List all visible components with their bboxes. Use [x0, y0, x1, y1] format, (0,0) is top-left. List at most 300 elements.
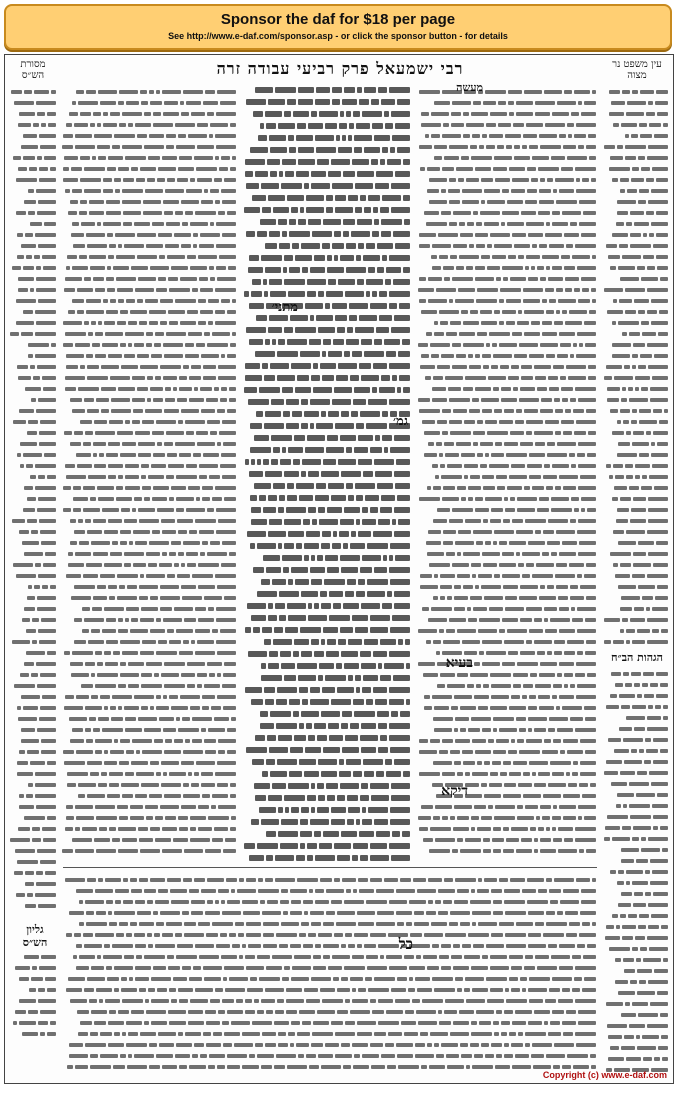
- text-word: [261, 579, 270, 585]
- text-word: [617, 508, 629, 512]
- text-word: [585, 343, 596, 347]
- text-word: [529, 145, 538, 149]
- text-word: [578, 816, 582, 820]
- text-word: [632, 167, 639, 171]
- text-word: [269, 519, 282, 525]
- text-word: [634, 727, 645, 731]
- text-word: [221, 156, 230, 160]
- text-word: [490, 673, 511, 677]
- text-word: [380, 207, 389, 213]
- text-word: [490, 112, 507, 116]
- text-word: [293, 459, 300, 465]
- text-word: [245, 459, 249, 465]
- text-word: [619, 694, 635, 698]
- text-word: [475, 750, 491, 754]
- text-word: [540, 343, 558, 347]
- text-word: [113, 266, 129, 270]
- text-word: [542, 552, 549, 556]
- text-word: [535, 684, 551, 688]
- text-word: [337, 855, 350, 861]
- text-word: [419, 409, 440, 413]
- text-word: [655, 705, 661, 709]
- text-word: [270, 771, 287, 777]
- text-word: [278, 507, 284, 513]
- text-word: [583, 211, 596, 215]
- text-word: [323, 219, 341, 225]
- text-word: [634, 299, 649, 303]
- text-word: [68, 211, 77, 215]
- text-word: [454, 761, 461, 765]
- text-word: [570, 354, 574, 358]
- text-word: [311, 639, 319, 645]
- text-word: [477, 288, 498, 292]
- text-word: [620, 629, 624, 633]
- text-word: [270, 363, 289, 369]
- text-word: [490, 706, 507, 710]
- text-word: [428, 618, 447, 622]
- text-word: [311, 375, 320, 381]
- text-word: [288, 783, 309, 789]
- text-word: [295, 579, 309, 585]
- text-word: [244, 207, 260, 213]
- text-word: [436, 651, 440, 655]
- text-word: [440, 585, 452, 589]
- text-word: [364, 87, 376, 93]
- text-word: [557, 101, 576, 105]
- text-word: [80, 178, 101, 182]
- text-word: [439, 750, 448, 754]
- text-word: [536, 563, 554, 567]
- text-word: [119, 90, 138, 94]
- text-word: [545, 629, 557, 633]
- text-word: [621, 1013, 636, 1017]
- text-word: [429, 200, 447, 204]
- text-word: [613, 299, 617, 303]
- text-word: [356, 123, 370, 129]
- text-word: [530, 673, 537, 677]
- text-word: [604, 771, 618, 775]
- text-word: [162, 156, 177, 160]
- text-word: [578, 486, 596, 490]
- text-word: [527, 189, 537, 193]
- text-word: [353, 699, 364, 705]
- text-word: [307, 843, 317, 849]
- text-word: [137, 134, 147, 138]
- text-word: [282, 447, 286, 453]
- text-word: [312, 519, 317, 525]
- text-word: [634, 892, 643, 896]
- text-word: [348, 195, 358, 201]
- text-word: [354, 135, 372, 141]
- text-word: [619, 244, 628, 248]
- text-word: [640, 90, 654, 94]
- text-word: [540, 178, 545, 182]
- text-word: [321, 711, 340, 717]
- text-word: [308, 735, 315, 741]
- text-word: [500, 365, 509, 369]
- text-word: [343, 231, 349, 237]
- text-word: [647, 640, 668, 644]
- text-word: [285, 171, 294, 177]
- text-word: [375, 183, 389, 189]
- text-word: [321, 543, 330, 549]
- text-word: [496, 475, 507, 479]
- text-word: [420, 585, 438, 589]
- text-word: [459, 222, 465, 226]
- text-word: [350, 723, 359, 729]
- text-word: [610, 1046, 619, 1050]
- text-word: [459, 255, 479, 259]
- text-word: [471, 816, 479, 820]
- text-word: [316, 423, 333, 429]
- text-word: [457, 486, 466, 490]
- text-word: [403, 267, 410, 273]
- text-word: [591, 178, 596, 182]
- text-word: [257, 459, 261, 465]
- text-word: [423, 673, 438, 677]
- text-word: [433, 640, 441, 644]
- text-word: [268, 603, 273, 609]
- text-word: [293, 111, 309, 117]
- text-word: [196, 167, 217, 171]
- text-word: [473, 101, 481, 105]
- text-word: [287, 195, 304, 201]
- text-word: [450, 431, 471, 435]
- text-word: [509, 167, 525, 171]
- text-word: [180, 101, 184, 105]
- text-word: [434, 101, 450, 105]
- text-word: [621, 1046, 635, 1050]
- text-word: [639, 453, 649, 457]
- text-word: [439, 453, 443, 457]
- text-word: [495, 178, 510, 182]
- text-word: [563, 794, 580, 798]
- text-word: [590, 783, 596, 787]
- text-word: [341, 723, 348, 729]
- text-word: [556, 288, 563, 292]
- talmud-page: [4, 54, 674, 1084]
- text-word: [440, 574, 455, 578]
- text-word: [293, 711, 299, 717]
- text-word: [176, 145, 195, 149]
- text-word: [588, 365, 596, 369]
- text-word: [639, 189, 649, 193]
- text-word: [447, 596, 452, 600]
- text-word: [70, 200, 78, 204]
- text-word: [534, 849, 538, 853]
- text-word: [424, 706, 432, 710]
- text-word: [549, 717, 568, 721]
- text-word: [367, 591, 385, 597]
- text-word: [493, 167, 507, 171]
- text-word: [567, 156, 587, 160]
- text-word: [246, 99, 266, 105]
- text-word: [215, 156, 219, 160]
- text-word: [250, 447, 271, 453]
- text-word: [191, 112, 205, 116]
- text-word: [526, 420, 543, 424]
- text-word: [560, 376, 566, 380]
- text-word: [356, 519, 360, 525]
- text-word: [150, 266, 169, 270]
- text-word: [649, 123, 661, 127]
- text-word: [620, 189, 625, 193]
- text-word: [252, 279, 261, 285]
- text-word: [476, 541, 483, 545]
- text-word: [617, 881, 624, 885]
- text-word: [462, 200, 479, 204]
- text-word: [482, 475, 494, 479]
- text-word: [622, 255, 641, 259]
- text-word: [649, 947, 668, 951]
- text-word: [652, 870, 668, 874]
- text-word: [648, 903, 668, 907]
- text-word: [341, 567, 358, 573]
- text-word: [193, 233, 198, 237]
- text-word: [487, 244, 492, 248]
- text-word: [181, 112, 189, 116]
- text-word: [215, 288, 236, 292]
- text-word: [390, 147, 395, 153]
- text-word: [114, 178, 121, 182]
- sponsor-banner[interactable]: [4, 4, 672, 50]
- text-word: [355, 207, 362, 213]
- text-word: [305, 447, 324, 453]
- text-word: [158, 233, 172, 237]
- text-word: [71, 167, 82, 171]
- text-word: [300, 207, 304, 213]
- text-word: [63, 178, 78, 182]
- text-word: [362, 111, 382, 117]
- text-word: [651, 299, 668, 303]
- text-word: [394, 759, 410, 765]
- text-word: [258, 135, 267, 141]
- text-word: [645, 892, 651, 896]
- text-word: [394, 531, 410, 537]
- text-word: [433, 376, 443, 380]
- text-word: [329, 735, 343, 741]
- text-word: [424, 695, 430, 699]
- text-word: [586, 640, 596, 644]
- text-word: [299, 495, 313, 501]
- text-word: [540, 145, 561, 149]
- text-word: [532, 156, 549, 160]
- text-word: [606, 925, 614, 929]
- text-word: [651, 453, 668, 457]
- text-word: [286, 399, 299, 405]
- text-word: [449, 519, 463, 523]
- text-word: [534, 783, 546, 787]
- text-word: [461, 156, 469, 160]
- text-word: [281, 819, 298, 825]
- text-word: [351, 231, 370, 237]
- text-word: [343, 219, 355, 225]
- text-word: [516, 552, 520, 556]
- text-word: [653, 244, 668, 248]
- text-word: [360, 195, 366, 201]
- text-word: [528, 277, 538, 281]
- text-word: [489, 607, 503, 611]
- text-word: [470, 596, 482, 600]
- text-word: [178, 134, 186, 138]
- text-word: [381, 375, 390, 381]
- text-word: [641, 837, 646, 841]
- text-word: [493, 717, 514, 721]
- text-word: [507, 200, 523, 204]
- text-word: [503, 519, 510, 523]
- text-word: [430, 739, 440, 743]
- text-word: [608, 1035, 622, 1039]
- text-word: [510, 277, 526, 281]
- text-word: [327, 267, 344, 273]
- text-word: [359, 99, 369, 105]
- text-word: [284, 519, 301, 525]
- text-word: [72, 189, 82, 193]
- text-word: [372, 231, 379, 237]
- text-word: [210, 222, 214, 226]
- text-word: [481, 398, 499, 402]
- text-word: [449, 618, 466, 622]
- text-word: [453, 211, 471, 215]
- text-word: [328, 411, 339, 417]
- text-word: [553, 189, 557, 193]
- text-word: [265, 471, 282, 477]
- text-word: [265, 267, 281, 273]
- text-word: [370, 627, 388, 633]
- text-word: [314, 255, 325, 261]
- text-word: [264, 291, 268, 297]
- text-word: [197, 123, 208, 127]
- text-word: [473, 211, 478, 215]
- text-word: [527, 464, 542, 468]
- text-word: [656, 178, 668, 182]
- text-word: [268, 615, 277, 621]
- text-word: [153, 123, 173, 127]
- text-word: [177, 178, 188, 182]
- text-word: [103, 178, 112, 182]
- text-word: [620, 409, 630, 413]
- text-word: [163, 112, 179, 116]
- text-word: [494, 530, 514, 534]
- text-word: [281, 183, 302, 189]
- text-word: [205, 90, 215, 94]
- text-word: [649, 233, 654, 237]
- text-word: [311, 783, 315, 789]
- text-word: [584, 816, 596, 820]
- text-word: [443, 123, 449, 127]
- text-word: [514, 145, 520, 149]
- text-word: [378, 519, 390, 525]
- text-word: [215, 200, 220, 204]
- text-word: [281, 663, 295, 669]
- text-word: [483, 519, 488, 523]
- text-word: [313, 363, 318, 369]
- text-word: [478, 629, 497, 633]
- text-word: [660, 277, 668, 281]
- text-word: [97, 222, 101, 226]
- text-word: [380, 735, 387, 741]
- text-word: [664, 409, 668, 413]
- text-word: [632, 947, 638, 951]
- text-word: [627, 101, 646, 105]
- text-word: [221, 189, 236, 193]
- text-word: [577, 530, 596, 534]
- text-word: [556, 563, 567, 567]
- text-word: [612, 354, 630, 358]
- text-word: [419, 244, 430, 248]
- text-word: [500, 772, 507, 776]
- text-word: [534, 728, 546, 732]
- text-word: [622, 387, 626, 391]
- text-word: [338, 363, 357, 369]
- text-word: [106, 277, 114, 281]
- text-word: [612, 837, 630, 841]
- text-word: [656, 541, 668, 545]
- text-word: [323, 339, 331, 345]
- text-word: [432, 244, 451, 248]
- text-word: [551, 497, 569, 501]
- text-word: [536, 816, 540, 820]
- text-word: [579, 849, 584, 853]
- text-word: [663, 123, 668, 127]
- text-word: [363, 471, 373, 477]
- text-word: [137, 233, 156, 237]
- text-word: [301, 423, 308, 429]
- text-word: [476, 684, 481, 688]
- text-word: [301, 243, 320, 249]
- text-word: [629, 332, 640, 336]
- text-word: [377, 483, 393, 489]
- text-word: [546, 222, 550, 226]
- text-word: [652, 167, 668, 171]
- text-word: [392, 375, 397, 381]
- text-word: [537, 387, 547, 391]
- text-word: [468, 486, 481, 490]
- text-word: [397, 147, 410, 153]
- text-word: [553, 838, 562, 842]
- text-word: [107, 233, 113, 237]
- text-word: [518, 563, 524, 567]
- text-word: [507, 222, 524, 226]
- text-word: [216, 222, 236, 226]
- text-word: [530, 827, 536, 831]
- text-word: [556, 706, 560, 710]
- text-word: [395, 243, 410, 249]
- text-word: [554, 321, 563, 325]
- text-word: [620, 914, 626, 918]
- text-word: [577, 629, 596, 633]
- text-word: [432, 398, 447, 402]
- text-word: [144, 112, 151, 116]
- text-word: [487, 266, 500, 270]
- text-word: [318, 327, 335, 333]
- text-word: [641, 387, 648, 391]
- text-word: [557, 442, 576, 446]
- text-word: [371, 795, 389, 801]
- text-word: [424, 431, 440, 435]
- text-word: [517, 805, 523, 809]
- text-word: [623, 804, 627, 808]
- text-word: [656, 211, 668, 215]
- text-word: [363, 255, 380, 261]
- text-word: [374, 339, 382, 345]
- text-word: [424, 453, 437, 457]
- text-word: [347, 795, 358, 801]
- text-word: [499, 321, 504, 325]
- text-word: [552, 222, 568, 226]
- text-word: [612, 233, 628, 237]
- text-word: [284, 795, 305, 801]
